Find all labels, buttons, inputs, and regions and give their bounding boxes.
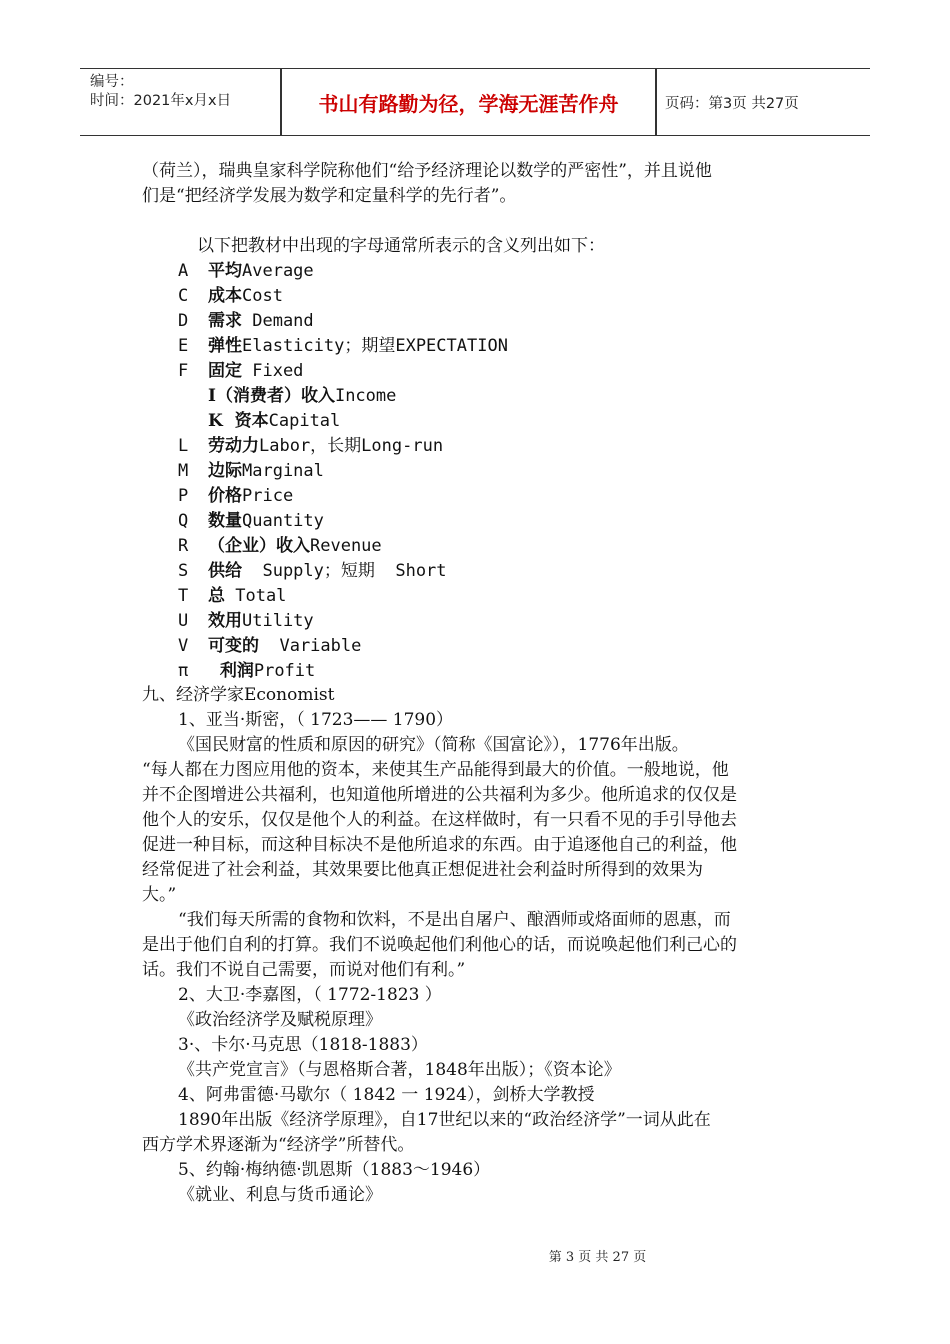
term-chinese: 供给 xyxy=(208,561,242,581)
term-english: Demand xyxy=(242,311,314,331)
term-english: Total xyxy=(225,586,287,606)
term-letter: E xyxy=(178,336,189,356)
intro-line: （荷兰），瑞典皇家科学院称他们“给予经济理论以数学的严密性”，并且说他 xyxy=(142,161,712,181)
book-title: 《共产党宣言》（与恩格斯合著，1848年出版）；《资本论》 xyxy=(178,1060,621,1080)
term-row xyxy=(178,284,283,309)
term-row xyxy=(178,584,286,609)
term-letter: L xyxy=(178,436,189,456)
term-english: Utility xyxy=(242,611,314,631)
term-chinese: 固定 xyxy=(208,361,242,381)
term-chinese: 数量 xyxy=(208,511,242,531)
term-letter: C xyxy=(178,286,189,306)
term-chinese: 边际 xyxy=(208,461,242,481)
term-row xyxy=(178,559,447,584)
term-row xyxy=(178,534,382,559)
term-row xyxy=(178,459,324,484)
term-chinese: K 资本 xyxy=(208,411,269,431)
term-chinese: 效用 xyxy=(208,611,242,631)
term-chinese: I（消费者）收入 xyxy=(208,386,335,406)
paragraph-line: 是出于他们自利的打算。我们不说唤起他们利他心的话，而说唤起他们利己心的 xyxy=(142,935,737,955)
term-english: Income xyxy=(334,386,397,406)
term-english: Revenue xyxy=(310,536,382,556)
term-letter: T xyxy=(178,586,189,606)
header-meta xyxy=(90,73,231,111)
economist-title: 1、亚当·斯密，（ 1723—— 1790） xyxy=(178,710,454,730)
term-english: Marginal xyxy=(242,461,324,481)
term-letter: π xyxy=(178,661,189,681)
paragraph-line: “我们每天所需的食物和饮料，不是出自屠户、酿酒师或烙面师的恩惠，而 xyxy=(178,910,731,930)
term-english: Quantity xyxy=(242,511,324,531)
term-row xyxy=(178,609,314,634)
term-letter: A xyxy=(178,261,189,281)
paragraph-line: 大。” xyxy=(142,885,177,905)
term-letter: F xyxy=(178,361,189,381)
economist-title: 5、约翰·梅纳德·凯恩斯（1883～1946） xyxy=(178,1160,491,1180)
header-page-info: 页码：第3页 共27页 xyxy=(665,95,799,112)
term-english: Labor，长期Long-run xyxy=(259,436,444,456)
term-chinese: 弹性 xyxy=(208,336,242,356)
term-english: Price xyxy=(242,486,294,506)
term-chinese: （企业）收入 xyxy=(208,536,310,556)
paragraph-line: 《国民财富的性质和原因的研究》（简称《国富论》），1776年出版。 xyxy=(178,735,689,755)
intro-line: 以下把教材中出现的字母通常所表示的含义列出如下： xyxy=(197,236,605,256)
term-chinese: 劳动力 xyxy=(208,436,259,456)
term-chinese: 总 xyxy=(208,586,225,606)
header-divider xyxy=(655,69,657,135)
term-row xyxy=(178,634,361,659)
header-number-label: 编号： xyxy=(90,74,134,90)
term-english: Supply；短期 Short xyxy=(242,561,447,581)
paragraph-line: 1890年出版《经济学原理》，自17世纪以来的“政治经济学”一词从此在 xyxy=(178,1110,711,1130)
term-row xyxy=(178,334,508,359)
term-english: Fixed xyxy=(242,361,304,381)
paragraph-line: 促进一种目标，而这种目标决不是他所追求的东西。由于追逐他自己的利益，他 xyxy=(142,835,737,855)
term-english: Average xyxy=(242,261,314,281)
term-row xyxy=(208,384,396,409)
term-row xyxy=(208,409,340,434)
term-row xyxy=(178,509,324,534)
paragraph-line: 他个人的安乐，仅仅是他个人的利益。在这样做时，有一只看不见的手引导他去 xyxy=(142,810,737,830)
term-english: Cost xyxy=(242,286,283,306)
term-english: Elasticity；期望EXPECTATION xyxy=(242,336,508,356)
term-english: Capital xyxy=(268,411,341,431)
term-letter: R xyxy=(178,536,189,556)
term-chinese: 可变的 xyxy=(208,636,259,656)
term-letter: V xyxy=(178,636,189,656)
paragraph-line: 经常促进了社会利益，其效果要比他真正想促进社会利益时所得到的效果为 xyxy=(142,860,703,880)
term-row xyxy=(178,359,303,384)
paragraph-line: 话。我们不说自己需要，而说对他们有利。” xyxy=(142,960,466,980)
intro-line: 们是“把经济学发展为数学和定量科学的先行者”。 xyxy=(142,186,517,206)
economist-title: 4、阿弗雷德·马歇尔（ 1842 一 1924），剑桥大学教授 xyxy=(178,1085,595,1105)
book-title: 《政治经济学及赋税原理》 xyxy=(178,1010,382,1030)
paragraph-line: 西方学术界逐渐为“经济学”所替代。 xyxy=(142,1135,415,1155)
header-time-label: 时间：2021年x月x日 xyxy=(90,93,232,109)
term-chinese: 价格 xyxy=(208,486,242,506)
paragraph-line: “每人都在力图应用他的资本，来使其生产品能得到最大的价值。一般地说，他 xyxy=(142,760,729,780)
term-row xyxy=(178,484,293,509)
term-row xyxy=(178,659,315,684)
book-title: 《就业、利息与货币通论》 xyxy=(178,1185,382,1205)
term-english: Profit xyxy=(253,661,316,681)
economist-title: 2、大卫·李嘉图，（ 1772-1823 ） xyxy=(178,985,442,1005)
term-chinese: 需求 xyxy=(208,311,242,331)
term-row xyxy=(178,434,443,459)
page-footer: 第 3 页 共 27 页 xyxy=(548,1250,647,1265)
page-header xyxy=(80,68,870,136)
paragraph-line: 并不企图增进公共福利，也知道他所增进的公共福利为多少。他所追求的仅仅是 xyxy=(142,785,737,805)
term-letter: D xyxy=(178,311,189,331)
term-letter: Q xyxy=(178,511,189,531)
term-chinese: 平均 xyxy=(208,261,242,281)
term-english: Variable xyxy=(259,636,362,656)
header-motto: 书山有路勤为径，学海无涯苦作舟 xyxy=(318,91,619,116)
term-row xyxy=(178,309,314,334)
term-letter: P xyxy=(178,486,189,506)
term-chinese: 成本 xyxy=(208,286,242,306)
term-letter: M xyxy=(178,461,189,481)
term-letter: S xyxy=(178,561,189,581)
section-title: 九、经济学家Economist xyxy=(142,685,335,705)
term-row xyxy=(178,259,314,284)
term-chinese: 利润 xyxy=(208,661,254,681)
term-letter: U xyxy=(178,611,189,631)
economist-title: 3·、卡尔·马克思（1818-1883） xyxy=(178,1035,428,1055)
